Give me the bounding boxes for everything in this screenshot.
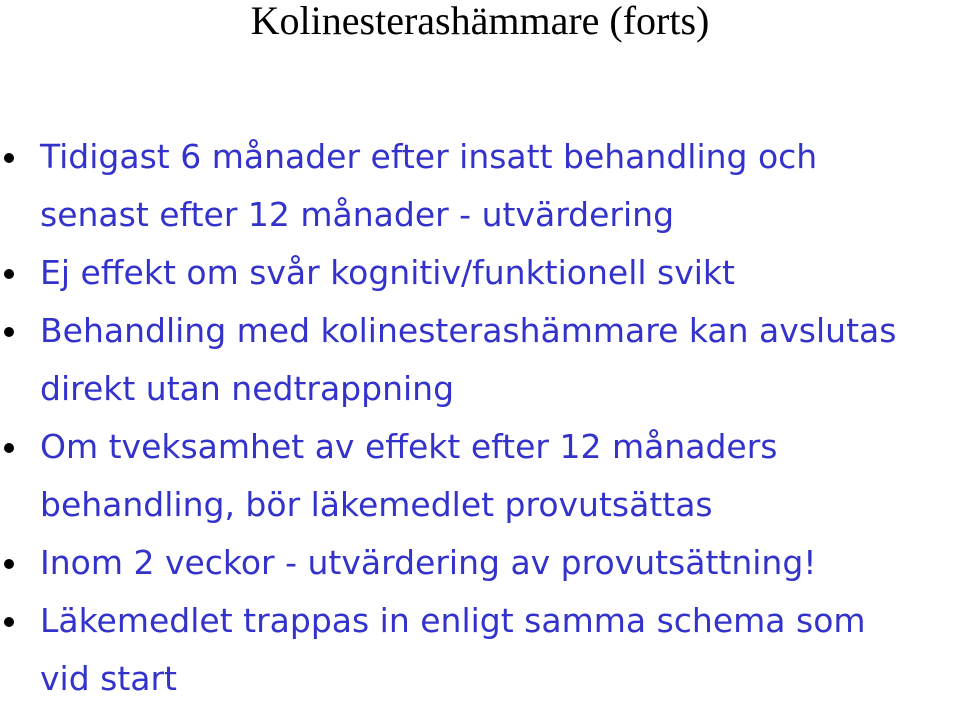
bullet-list [0,128,960,708]
bullet-text-line: Ej effekt om svår kognitiv/funktionell svikt [40,253,735,292]
bullet-text-line: vid start [40,659,177,698]
bullet-text-line: Behandling med kolinesterashämmare kan avslutas [40,311,897,350]
bullet-item [0,592,960,708]
bullet-dot-icon [4,269,14,279]
bullet-dot-icon [4,443,14,453]
bullet-dot-icon [4,327,14,337]
bullet-text-line: Inom 2 veckor - utvärdering av provutsättning! [40,543,817,582]
bullet-text-line: Tidigast 6 månader efter insatt behandling och [40,137,818,176]
bullet-item [0,534,960,592]
bullet-dot-icon [4,559,14,569]
bullet-text-line: Läkemedlet trappas in enligt samma schema som [40,601,866,640]
bullet-text-line: senast efter 12 månader - utvärdering [40,195,675,234]
bullet-dot-icon [4,153,14,163]
bullet-item [0,244,960,302]
bullet-text-line: Om tveksamhet av effekt efter 12 månaders [40,427,778,466]
bullet-item [0,128,960,244]
slide-title: Kolinesterashämmare (forts) [250,0,710,43]
bullet-item [0,418,960,534]
bullet-dot-icon [4,617,14,627]
bullet-item [0,302,960,418]
bullet-text-line: behandling, bör läkemedlet provutsättas [40,485,713,524]
bullet-text-line: direkt utan nedtrappning [40,369,455,408]
